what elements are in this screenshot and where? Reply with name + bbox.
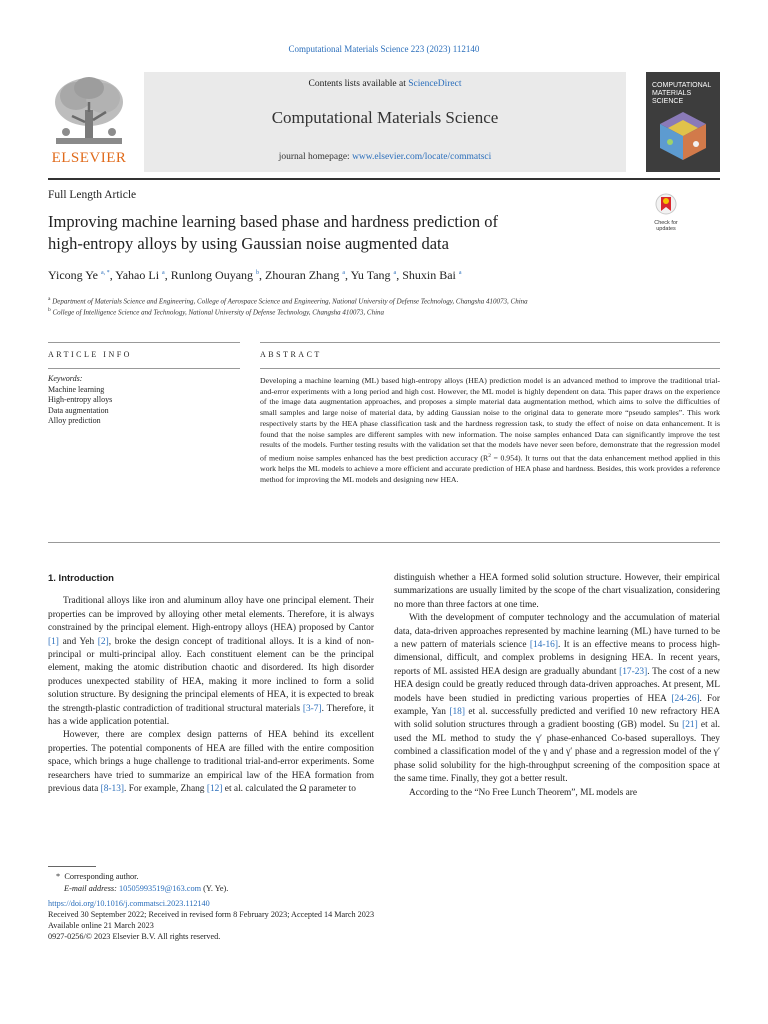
text-run: et al. successfully predicted and verified 10 new refractory HEA with solid solution structures through a gradient boosting (GB) model. Su <box>394 707 720 731</box>
reference-link[interactable]: [12] <box>206 784 223 795</box>
author-sup[interactable]: a <box>393 270 397 276</box>
author-sup[interactable]: a, * <box>101 270 110 276</box>
keyword: High-entropy alloys <box>48 395 113 404</box>
available-date: Available online 21 March 2023 <box>48 921 154 930</box>
header-divider <box>48 178 720 180</box>
abstract-divider <box>260 342 720 343</box>
text-run: et al. used the ML method to study the γ′ phase-enhanced Co-based superalloys. They combined a classification model of the γ and γ′ phase and a regression model of the γ′ phase solid solubility for the high-throughput screening of the composition space at the same time. Finally, they got a better result. <box>394 720 720 785</box>
abstract-text <box>260 376 720 486</box>
text-run: . Therefore, it has a wide application potential. <box>48 703 374 728</box>
title-line: high-entropy alloys by using Gaussian noise augmented data <box>48 234 449 253</box>
elsevier-tree-logo <box>48 72 130 170</box>
text-run: distinguish whether a HEA formed solid solution structure. However, their empirical summarizations are usually limited by the scope of the chart visualization, considering no more than three factors at one time. <box>394 573 720 610</box>
contents-prefix: Contents lists available at <box>308 79 406 89</box>
cover-art-icon <box>646 72 720 172</box>
affiliation-text: Department of Materials Science and Engineering, College of Aerospace Science and Engineering, National University of Defense Technology, Changsha 410073, China <box>52 297 528 306</box>
paragraph <box>394 787 720 800</box>
corresponding-note <box>48 871 448 883</box>
reference-link[interactable]: [1] <box>48 636 59 647</box>
text-run: However, there are complex design patterns of HEA behind its excellent properties. The potential components of HEA are filled with the entire composition space, which brings a huge challenge to traditional trial-and-error experiments. Some researchers have tried to summarize an empirical law of the HEA formation from previous data <box>48 730 374 795</box>
author-list: Yicong Ye $^{a, *}$, Yahao Li $^a$, Runlong Ouyang $^b$, Zhouran Zhang $^a$, Yu Tang $^a$, Shuxin Bai $^a$ <box>48 268 462 282</box>
author-name[interactable]: Zhouran Zhang <box>265 268 340 282</box>
text-run: . The cost of a new HEA design could be greatly reduced through data-driven approaches. At present, ML models have been studied in predicting various properties of HEA <box>394 666 720 704</box>
check-label: updates <box>656 226 676 232</box>
paragraph <box>394 612 720 786</box>
keywords <box>48 374 112 427</box>
body-column-left <box>48 572 374 797</box>
homepage-link[interactable]: www.elsevier.com/locate/commatsci <box>352 152 492 162</box>
author-sup[interactable]: a <box>342 270 346 276</box>
author-sup[interactable]: a <box>162 270 165 276</box>
journal-banner <box>144 72 626 172</box>
article-title <box>48 211 608 255</box>
tree-icon <box>48 72 130 150</box>
r2-superscript: 2 <box>488 452 491 459</box>
homepage-line <box>144 152 626 162</box>
homepage-label: journal homepage: <box>278 152 350 162</box>
sciencedirect-link[interactable]: ScienceDirect <box>408 79 462 89</box>
corresponding-label: Corresponding author. <box>64 872 139 881</box>
section-heading: 1. Introduction <box>48 573 114 584</box>
reference-link[interactable]: [3-7] <box>302 703 322 714</box>
author-name[interactable]: Yahao Li <box>115 268 160 282</box>
paragraph <box>48 595 374 729</box>
journal-name: Computational Materials Science <box>271 108 499 127</box>
paragraph <box>394 572 720 612</box>
affiliation-text: College of Intelligence Science and Technology, National University of Defense Technology, Changsha 410073, China <box>52 308 385 317</box>
email-link[interactable]: 10505993519@163.com <box>119 884 202 893</box>
body-column-right <box>394 572 720 800</box>
affiliation-mark: b <box>48 307 51 313</box>
info-divider <box>48 368 240 369</box>
author-name[interactable]: Shuxin Bai <box>402 268 456 282</box>
check-for-updates-icon <box>646 193 686 215</box>
journal-cover[interactable] <box>646 72 720 172</box>
footnote-divider <box>48 866 96 867</box>
email-label: E-mail address: <box>64 884 117 893</box>
publisher-wordmark: ELSEVIER <box>51 150 127 166</box>
text-run: and Yeh <box>58 636 98 647</box>
cover-title-line: MATERIALS <box>652 90 692 97</box>
affiliation-mark: a <box>48 296 51 302</box>
info-divider <box>48 342 240 343</box>
keywords-label: Keywords: <box>48 374 83 383</box>
check-for-updates-button[interactable] <box>646 193 686 232</box>
abstract-body: = 0.954). It turns out that the data enhancement method applied in this work helps the ML models to achieve a more efficient and accurate prediction of HEA phase and hardness. Besides, this work provides a reference method for improving the ML models and designing new HEA. <box>260 453 720 484</box>
text-run: , broke the design concept of traditional alloys. It is a kind of non-principal or multi-principal alloy. Each constituent element can be the principal element, making the atomic distribution chaotic and disordered. Its high disorder produces unexpected stability of HEA, making it more inclined to form a solid solution structure. By designing the principal elements of HEA, it is expected to break the strength-plastic contradiction of traditional structural materials <box>48 636 374 714</box>
body-divider <box>48 542 720 543</box>
check-label: Check for <box>654 220 678 226</box>
reference-link[interactable]: [8-13] <box>100 784 125 795</box>
reference-link[interactable]: [18] <box>449 707 465 718</box>
abstract-heading: ABSTRACT <box>260 350 322 359</box>
author-name[interactable]: Yu Tang <box>350 268 391 282</box>
contents-line <box>144 79 626 89</box>
journal-citation[interactable]: Computational Materials Science 223 (2023) 112140 <box>288 44 480 54</box>
reference-link[interactable]: [24-26] <box>671 693 700 704</box>
reference-link[interactable]: [21] <box>682 720 698 731</box>
copyright: 0927-0256/© 2023 Elsevier B.V. All rights reserved. <box>48 932 221 941</box>
author-name[interactable]: Runlong Ouyang <box>170 268 254 282</box>
reference-link[interactable]: [17-23] <box>619 666 648 677</box>
doi-link[interactable]: https://doi.org/10.1016/j.commatsci.2023.112140 <box>48 899 210 908</box>
text-run: Traditional alloys like iron and aluminum alloy have one principal element. Their properties can be improved by alloying other metal elements. Therefore, it is always constrained by the principal element. High-entropy alloys (HEA) proposed by Cantor <box>48 596 374 634</box>
author-sup[interactable]: b <box>256 270 260 276</box>
keyword: Data augmentation <box>48 405 109 415</box>
text-run: With the development of computer technology and the accumulation of material data, data-driven approaches represented by machine learning (ML) have turned to be a new pattern of materials science <box>394 613 720 651</box>
footnotes <box>48 866 448 895</box>
received-dates: Received 30 September 2022; Received in revised form 8 February 2023; Accepted 14 March 2023 <box>48 910 375 919</box>
author-name[interactable]: Yicong Ye <box>48 268 99 282</box>
abstract-divider <box>260 368 720 369</box>
email-owner: (Y. Ye). <box>203 884 229 893</box>
affiliation <box>48 307 384 316</box>
text-run: . For example, Yan <box>394 693 720 718</box>
text-run: et al. calculated the Ω parameter to <box>222 784 356 795</box>
footnote-mark: * <box>56 872 61 881</box>
title-line: Improving machine learning based phase and hardness prediction of <box>48 212 498 231</box>
text-run: According to the “No Free Lunch Theorem”, ML models are <box>409 787 638 798</box>
keyword: Alloy prediction <box>48 416 101 425</box>
affiliation <box>48 296 528 305</box>
cover-title-line: SCIENCE <box>652 98 684 105</box>
abstract-body: Developing a machine learning (ML) based high-entropy alloys (HEA) prediction model is an advanced method to improve the traditional trial-and-error experiments with a long period and high cost. However, the ML model is highly dependent on data. This paper draws on the experience of the image data augmentation approaches, and proposes a simple material data augmentation method, which aims to solve the difficulties of small samples and large noise of material data, by adding Gaussian noise to the original data to generate more “pseudo samples”. This work respectively starts by the HEA phase classification task and the hardness regression task, to study the effect of noise on data enhancement. It is found that the noise samples are different samples with new information. The noise samples enhanced Data can significantly improve the test results of the models. Further testing results with the validation set that the models have never seen before, demonstrate that the regression model of medium noise samples enhanced has the best prediction accuracy (R <box>260 376 720 463</box>
publication-info <box>48 898 374 942</box>
text-run: . For example, Zhang <box>124 784 207 795</box>
article-info-heading: ARTICLE INFO <box>48 350 132 359</box>
paragraph <box>48 729 374 796</box>
keyword: Machine learning <box>48 384 105 394</box>
reference-link[interactable]: [14-16] <box>529 640 558 651</box>
article-type: Full Length Article <box>48 189 137 201</box>
reference-link[interactable]: [2] <box>97 636 109 647</box>
author-sup[interactable]: a <box>458 270 462 276</box>
cover-title-line: COMPUTATIONAL <box>652 82 712 89</box>
email-note <box>48 883 448 895</box>
masthead <box>48 72 720 172</box>
text-run: . It is an effective means to process high-dimensional, difficult, and complex problems in designing HEA. In recent years, reports of ML assisted HEA design are gradually abundant <box>394 640 721 677</box>
